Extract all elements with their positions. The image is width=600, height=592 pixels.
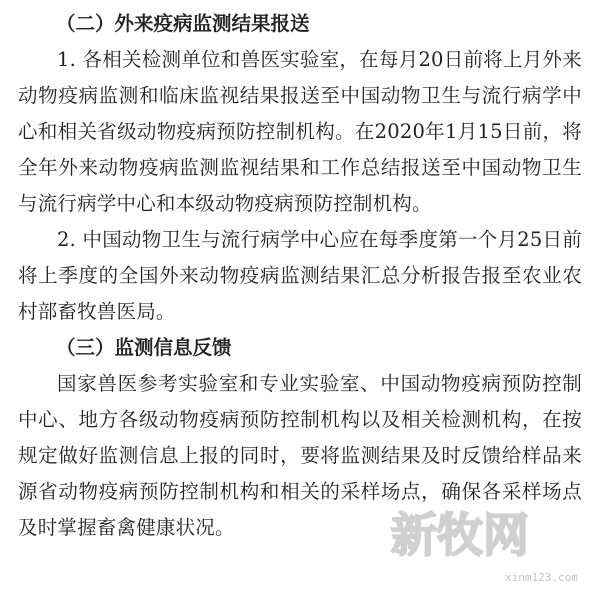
watermark-logo-text: 新牧网 <box>391 508 529 562</box>
section-three-paragraph-1: 国家兽医参考实验室和专业实验室、中国动物疫病预防控制中心、地方各级动物疫病预防控制机构以及相关检测机构，在按规定做好监测信息上报的同时，要将监测结果及时反馈给样品来源省动物疫病预防控制机构和相关的采样场点，确保各采样场点及时掌握畜禽健康状况。 <box>18 372 582 539</box>
watermark-url: xinm123.com <box>505 571 578 584</box>
section-two-heading: （二）外来疫病监测结果报送 <box>56 12 310 35</box>
section-two-paragraph-1: 1. 各相关检测单位和兽医实验室，在每月20日前将上月外来动物疫病监测和临床监视结果报送至中国动物卫生与流行病学中心和相关省级动物疫病预防控制机构。在2020年1月15日前，将全年外来动物疫病监测监视结果和工作总结报送至中国动物卫生与流行病学中心和本级动物疫病预防控制机构。 <box>18 48 582 215</box>
section-two-paragraph-2: 2. 中国动物卫生与流行病学中心应在每季度第一个月25日前将上季度的全国外来动物疫病监测结果汇总分析报告报至农业农村部畜牧兽医局。 <box>18 228 582 323</box>
section-three-heading: （三）监测信息反馈 <box>56 336 232 359</box>
